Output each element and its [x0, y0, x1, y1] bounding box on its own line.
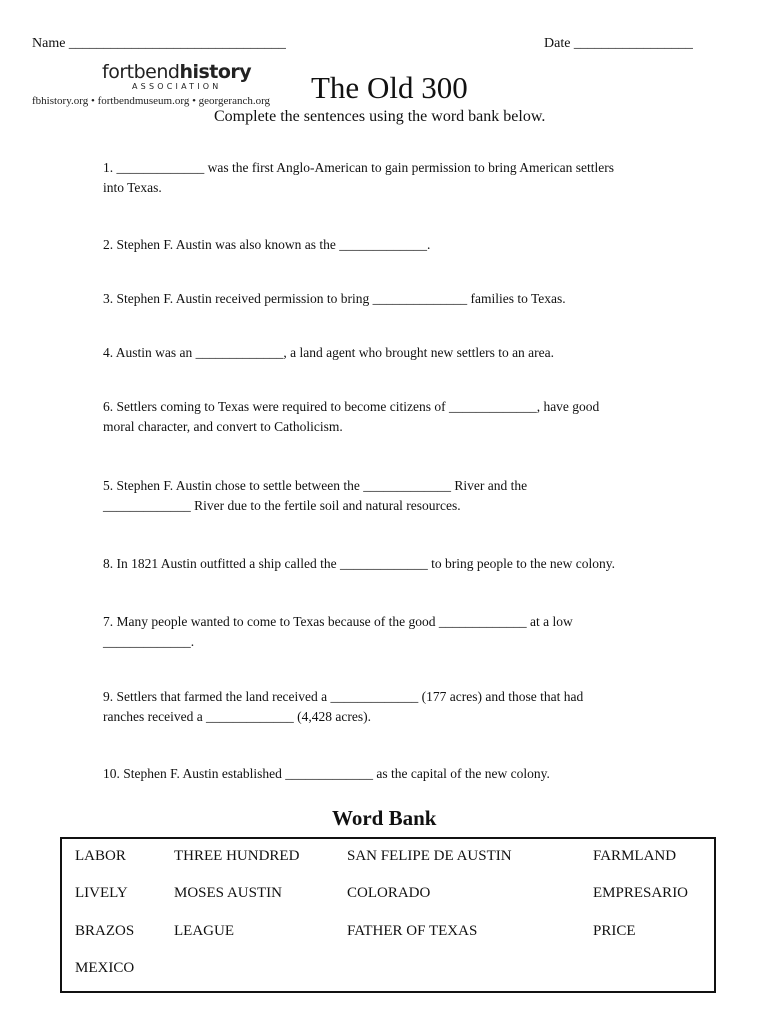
- word-bank-item: LEAGUE: [174, 923, 234, 939]
- word-bank-item: LABOR: [75, 848, 126, 864]
- logo-text-light: fortbend: [102, 61, 180, 83]
- question-line: 6. Settlers coming to Texas were required to become citizens of _____________, have good: [103, 399, 600, 414]
- question-4: [103, 343, 683, 363]
- question-2: [103, 235, 683, 255]
- fortbend-history-logo: [102, 62, 251, 91]
- word-bank-item: SAN FELIPE DE AUSTIN: [347, 848, 512, 864]
- question-line: 4. Austin was an _____________, a land agent who brought new settlers to an area.: [103, 345, 555, 360]
- instructions: Complete the sentences using the word bank below.: [214, 108, 546, 125]
- question-9: [103, 687, 683, 727]
- word-bank-item: LIVELY: [75, 885, 128, 901]
- question-line: 2. Stephen F. Austin was also known as the _____________.: [103, 237, 431, 252]
- name-field-label: Name _______________________________: [32, 36, 286, 51]
- question-7: [103, 612, 683, 652]
- word-bank-item: MOSES AUSTIN: [174, 885, 282, 901]
- website-links: fbhistory.org • fortbendmuseum.org • georgeranch.org: [32, 95, 271, 107]
- date-field-label: Date _________________: [544, 36, 693, 51]
- word-bank-item: THREE HUNDRED: [174, 848, 300, 864]
- word-bank-item: FARMLAND: [593, 848, 677, 864]
- word-bank-item: FATHER OF TEXAS: [347, 923, 478, 939]
- question-line: _____________.: [103, 634, 195, 649]
- question-line: moral character, and convert to Catholicism.: [103, 419, 343, 434]
- word-bank-item: COLORADO: [347, 885, 431, 901]
- question-line: into Texas.: [103, 180, 162, 195]
- question-line: ranches received a _____________ (4,428 acres).: [103, 709, 372, 724]
- question-line: 9. Settlers that farmed the land received a _____________ (177 acres) and those that had: [103, 689, 584, 704]
- word-bank-item: MEXICO: [75, 960, 135, 976]
- question-5: [103, 476, 683, 516]
- question-1: [103, 158, 683, 198]
- question-8: [103, 554, 683, 574]
- question-line: 8. In 1821 Austin outfitted a ship called the _____________ to bring people to the new colony.: [103, 556, 616, 571]
- word-bank-title: Word Bank: [332, 806, 437, 830]
- logo-subtitle: ASSOCIATION: [132, 82, 222, 91]
- question-line: 1. _____________ was the first Anglo-American to gain permission to bring American settlers: [103, 160, 615, 175]
- word-bank-box: [60, 837, 716, 993]
- question-3: [103, 289, 683, 309]
- question-6: [103, 397, 683, 437]
- question-line: _____________ River due to the fertile soil and natural resources.: [103, 498, 461, 513]
- page-title: The Old 300: [311, 70, 468, 105]
- logo-text-bold: history: [179, 61, 252, 83]
- question-line: 10. Stephen F. Austin established _____________ as the capital of the new colony.: [103, 766, 550, 781]
- word-bank-item: EMPRESARIO: [593, 885, 689, 901]
- question-line: 5. Stephen F. Austin chose to settle between the _____________ River and the: [103, 478, 528, 493]
- word-bank-item: BRAZOS: [75, 923, 135, 939]
- question-10: [103, 764, 683, 784]
- question-line: 7. Many people wanted to come to Texas because of the good _____________ at a low: [103, 614, 573, 629]
- word-bank-item: PRICE: [593, 923, 636, 939]
- question-line: 3. Stephen F. Austin received permission to bring ______________ families to Texas.: [103, 291, 566, 306]
